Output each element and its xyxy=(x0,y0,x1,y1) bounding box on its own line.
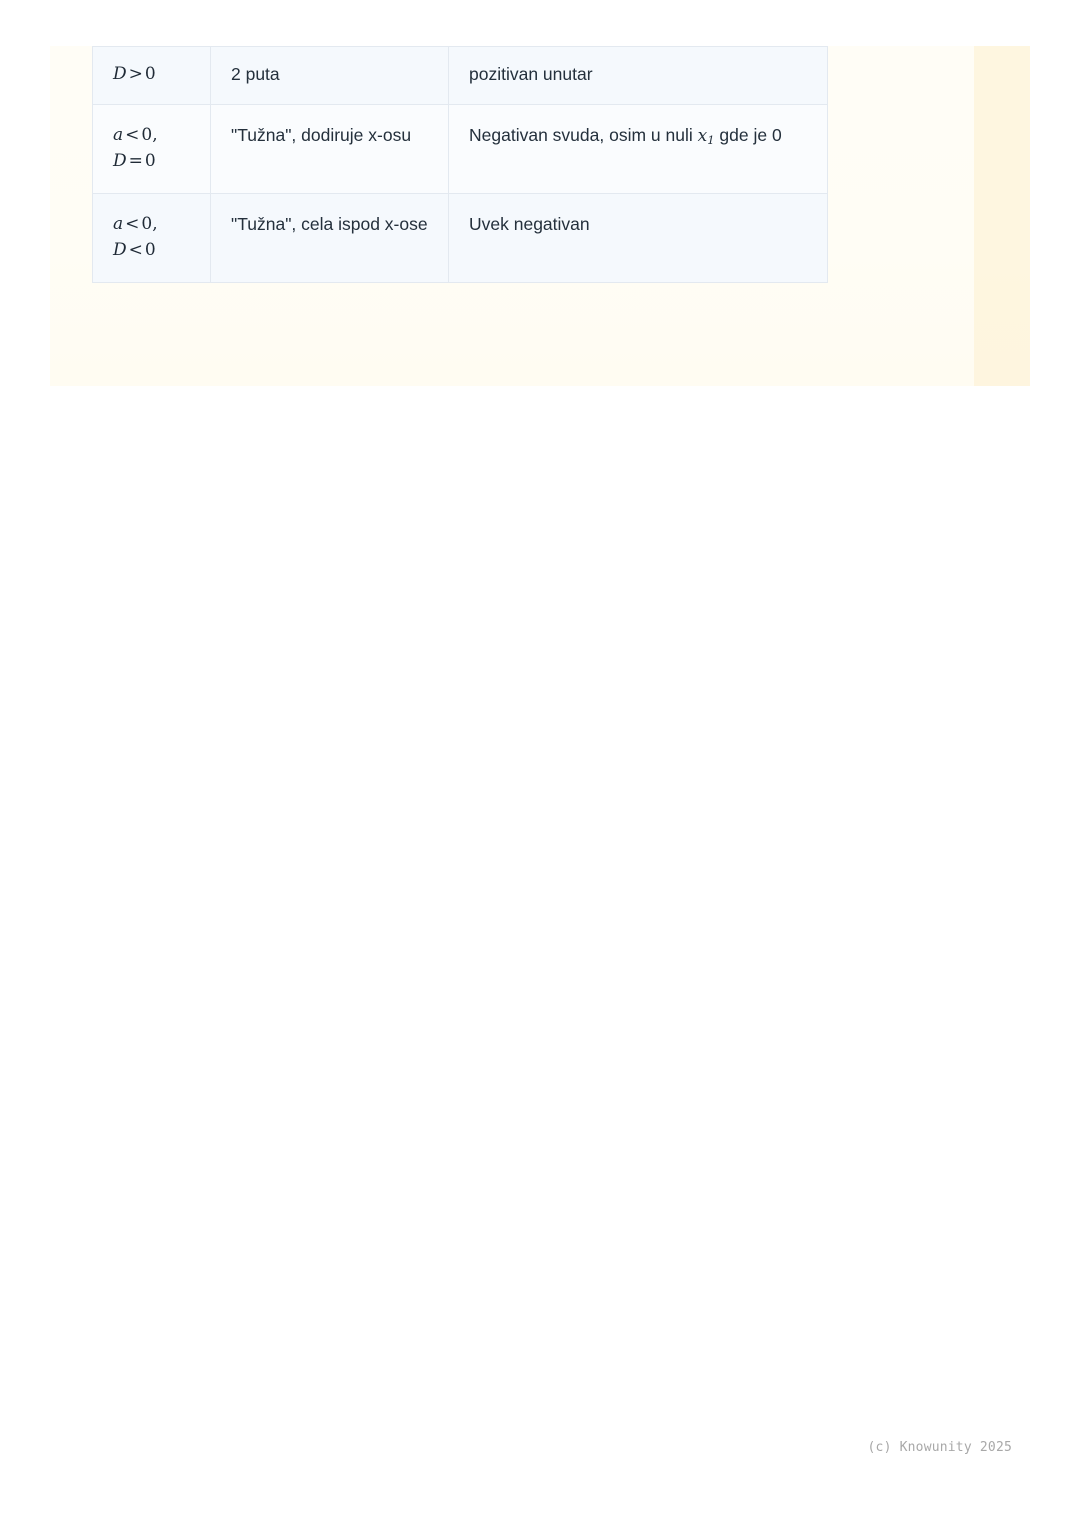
condition-math-a: a < 0, xyxy=(113,125,158,146)
quadratic-sign-table xyxy=(92,46,827,283)
copyright-note: (c) Knowunity 2025 xyxy=(867,1440,1012,1455)
shape-text: "Tužna", cela ispod x-ose xyxy=(231,213,428,234)
condition-math: D > 0 xyxy=(113,64,156,84)
shape-cell xyxy=(211,47,449,105)
sign-cell xyxy=(449,105,828,194)
sign-cell xyxy=(449,193,828,282)
sign-variable: $x_1$ xyxy=(697,126,715,148)
condition-math-a: a < 0, xyxy=(113,213,158,234)
table-row xyxy=(93,47,828,105)
sign-text: pozitivan unutar xyxy=(469,64,593,84)
table-row xyxy=(93,193,828,282)
shape-text: 2 puta xyxy=(231,64,280,84)
sign-text: Uvek negativan xyxy=(469,213,590,234)
page-edge-highlight xyxy=(974,46,1030,386)
table-row xyxy=(93,105,828,194)
sign-text-post: gde je 0 xyxy=(719,125,782,146)
sign-text-pre: Negativan svuda, osim u nuli xyxy=(469,125,693,146)
shape-text: "Tužna", dodiruje x-osu xyxy=(231,125,412,146)
shape-cell xyxy=(211,193,449,282)
condition-math-d: D < 0 xyxy=(113,240,156,261)
condition-cell xyxy=(93,193,211,282)
sign-cell xyxy=(449,47,828,105)
condition-cell xyxy=(93,47,211,105)
condition-cell xyxy=(93,105,211,194)
condition-math-d: D = 0 xyxy=(113,151,156,172)
shape-cell xyxy=(211,105,449,194)
